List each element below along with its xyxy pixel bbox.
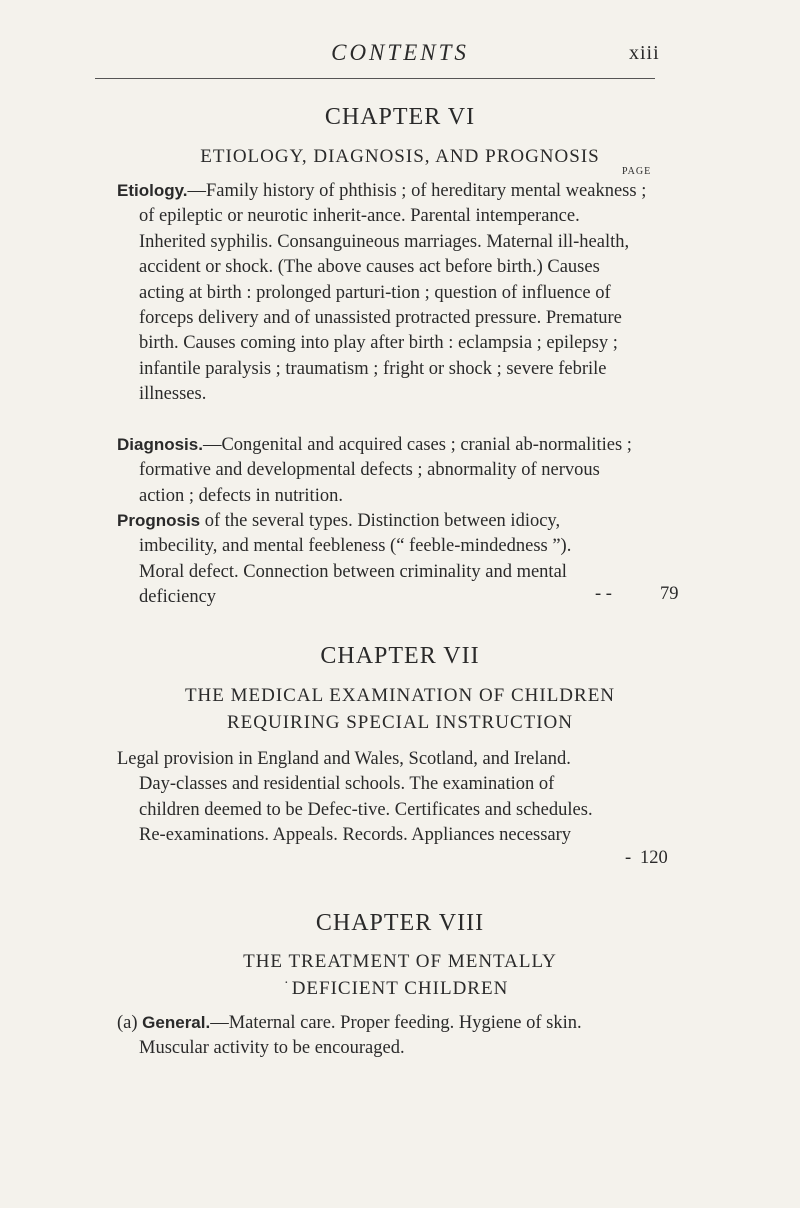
running-head-title: CONTENTS — [331, 40, 469, 65]
entry-lead: Etiology. — [117, 181, 188, 200]
entry-text: —Family history of phthisis ; of hereditary mental weakness ; of epileptic or neurotic inherit-ance. Parental intemperance. Inherited syphilis. Consanguineous marriages. Maternal ill-health, accident or shock. (The above causes act before birth.) Causes acting at birth : prolonged parturi-tion ; question of influence of forceps delivery and of unassisted protracted pressure. Premature birth. Causes coming into play after birth : eclampsia ; epilepsy ; infantile paralysis ; traumatism ; fright or shock ; severe febrile illnesses. — [139, 181, 647, 405]
entry-text: —Congenital and acquired cases ; cranial ab-normalities ; formative and developmental defects ; abnormality of nervous action ; defects in nutrition. — [139, 435, 632, 506]
entry-lead: Prognosis — [117, 511, 201, 530]
running-head-page-number: xiii — [629, 42, 660, 64]
chapter-8-entry-general — [117, 1010, 637, 1062]
chapter-8-subtitle-line-2: DEFICIENT CHILDREN — [291, 978, 509, 999]
chapter-7-subtitle-line-1: THE MEDICAL EXAMINATION OF CHILDREN — [184, 685, 616, 706]
chapter-7-subtitle-line-2: REQUIRING SPECIAL INSTRUCTION — [226, 712, 574, 733]
dot-leader: - - — [595, 584, 612, 604]
entry-text: of the several types. Distinction between idiocy, imbecility, and mental feebleness (“ feeble-mindedness ”). Moral defect. Connection between criminality and mental deficiency — [139, 511, 572, 608]
chapter-6-heading: CHAPTER VI — [324, 104, 476, 130]
entry-lead: Diagnosis. — [117, 435, 203, 454]
entry-lead: General. — [142, 1013, 211, 1032]
chapter-8-heading: CHAPTER VIII — [315, 910, 485, 936]
chapter-6-subtitle: ETIOLOGY, DIAGNOSIS, AND PROGNOSIS — [200, 146, 600, 167]
chapter-6-entry-prognosis — [117, 508, 587, 611]
page-number-120: 120 — [640, 848, 668, 868]
stray-mark: · — [284, 976, 289, 991]
entry-text: —Maternal care. Proper feeding. Hygiene of skin. Muscular activity to be encouraged. — [139, 1013, 582, 1059]
chapter-6-entry-etiology — [117, 178, 649, 408]
dot-leader: - — [625, 848, 632, 868]
page-column-label: PAGE — [622, 166, 652, 177]
chapter-7-entry — [117, 746, 607, 849]
header-rule — [95, 78, 655, 79]
chapter-6-entry-diagnosis — [117, 432, 649, 509]
entry-text: Legal provision in England and Wales, Scotland, and Ireland. Day-classes and residential schools. The examination of children deemed to be Defec-tive. Certificates and schedules. Re-examinations. Appeals. Records. Appliances necessary — [117, 749, 593, 846]
running-head — [0, 40, 800, 70]
entry-prefix: (a) — [117, 1013, 138, 1033]
chapter-7-heading: CHAPTER VII — [320, 643, 480, 669]
page-number-79: 79 — [660, 584, 679, 604]
chapter-8-subtitle-line-1: THE TREATMENT OF MENTALLY — [243, 951, 557, 972]
